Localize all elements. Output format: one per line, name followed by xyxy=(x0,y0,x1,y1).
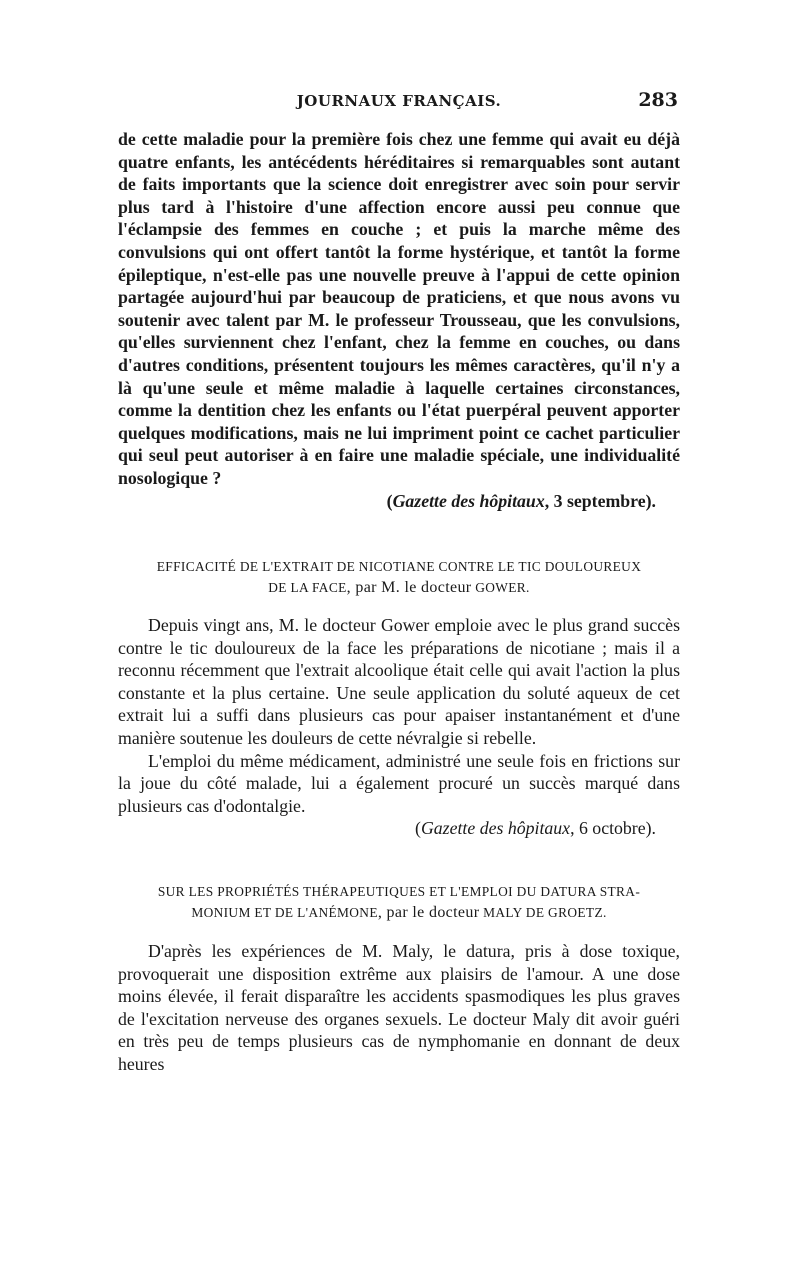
article-body xyxy=(118,940,680,1076)
heading-part: MONIUM ET DE L'ANÉMONE xyxy=(191,905,378,920)
source-date: , 6 octobre). xyxy=(570,818,656,839)
heading-line xyxy=(118,577,680,598)
page-number: 283 xyxy=(638,89,678,111)
source-citation: (Gazette des hôpitaux, 6 octobre). xyxy=(415,818,656,839)
heading-author: GOWER. xyxy=(475,580,530,595)
heading-author: MALY DE GROETZ. xyxy=(483,905,607,920)
body-paragraph: L'emploi du même médicament, administré une seule fois en frictions sur la joue du côté malade, lui a également procuré un succès marqué dans plusieurs cas d'odontalgie. xyxy=(118,750,680,816)
article-heading xyxy=(118,556,680,598)
source-journal: Gazette des hôpitaux xyxy=(392,490,545,511)
body-paragraph: Depuis vingt ans, M. le docteur Gower emploie avec le plus grand succès contre le tic douloureux de la face les préparations de nicotiane ; mais il a reconnu récemment que l'extrait alcoolique était celle qui avait l'action la plus constante et la plus certaine. Une seule application du soluté aqueux de cet extrait lui a suffi dans plusieurs cas pour apaiser instantanément et d'une manière soutenue les douleurs de cette névralgie si rebelle. xyxy=(118,615,680,748)
source-citation: (Gazette des hôpitaux, 3 septembre). xyxy=(386,490,656,511)
heading-part: , par M. le docteur xyxy=(346,579,472,596)
heading-part: , par le docteur xyxy=(377,904,480,921)
running-title: JOURNAUX FRANÇAIS. xyxy=(296,92,502,110)
heading-line xyxy=(118,902,680,923)
heading-part: DE LA FACE xyxy=(268,580,347,595)
continued-text-block xyxy=(118,128,680,512)
body-paragraph: D'après les expériences de M. Maly, le datura, pris à dose toxique, provoquerait une disposition extrême aux plaisirs de l'amour. A une dose moins élevée, il ferait disparaître les accidents spasmodiques les plus graves de l'excitation nerveuse des organes sexuels. Le docteur Maly dit avoir guéri en très peu de temps plusieurs cas de nymphomanie en donnant de deux heures xyxy=(118,941,680,1074)
body-paragraph: de cette maladie pour la première fois chez une femme qui avait eu déjà quatre enfants, les antécédents héréditaires si remarquables sont autant de faits importants que la science doit enregistrer avec soin pour servir plus tard à l'histoire d'une affection encore aussi peu connue que l'éclampsie des femmes en couche ; et puis la marche même des convulsions qui ont offert tantôt la forme hystérique, et tantôt la forme épileptique, n'est-elle pas une nouvelle preuve à l'appui de cette opinion partagée aujourd'hui par beaucoup de praticiens, et que nous avons vu soutenir avec talent par M. le professeur Trousseau, que les convulsions, qu'elles surviennent chez l'enfant, chez la femme en couches, ou dans d'autres conditions, présentent toujours les mêmes caractères, qu'il n'y a là qu'une seule et même maladie à laquelle certaines circonstances, comme la dentition chez les enfants ou l'état puerpéral peuvent apporter quelques modifications, mais ne lui impriment point ce cachet particulier qui seul peut autoriser à en faire une maladie spéciale, une individualité nosologique ? xyxy=(118,129,680,488)
heading-line: SUR LES PROPRIÉTÉS THÉRAPEUTIQUES ET L'EMPLOI DU DATURA STRA- xyxy=(157,884,641,899)
source-journal: Gazette des hôpitaux xyxy=(420,818,571,839)
article-heading xyxy=(118,881,680,923)
running-head xyxy=(118,89,680,116)
article-body xyxy=(118,614,680,840)
heading-line: EFFICACITÉ DE L'EXTRAIT DE NICOTIANE CONTRE LE TIC DOULOUREUX xyxy=(156,559,642,574)
source-date: , 3 septembre). xyxy=(544,490,656,511)
